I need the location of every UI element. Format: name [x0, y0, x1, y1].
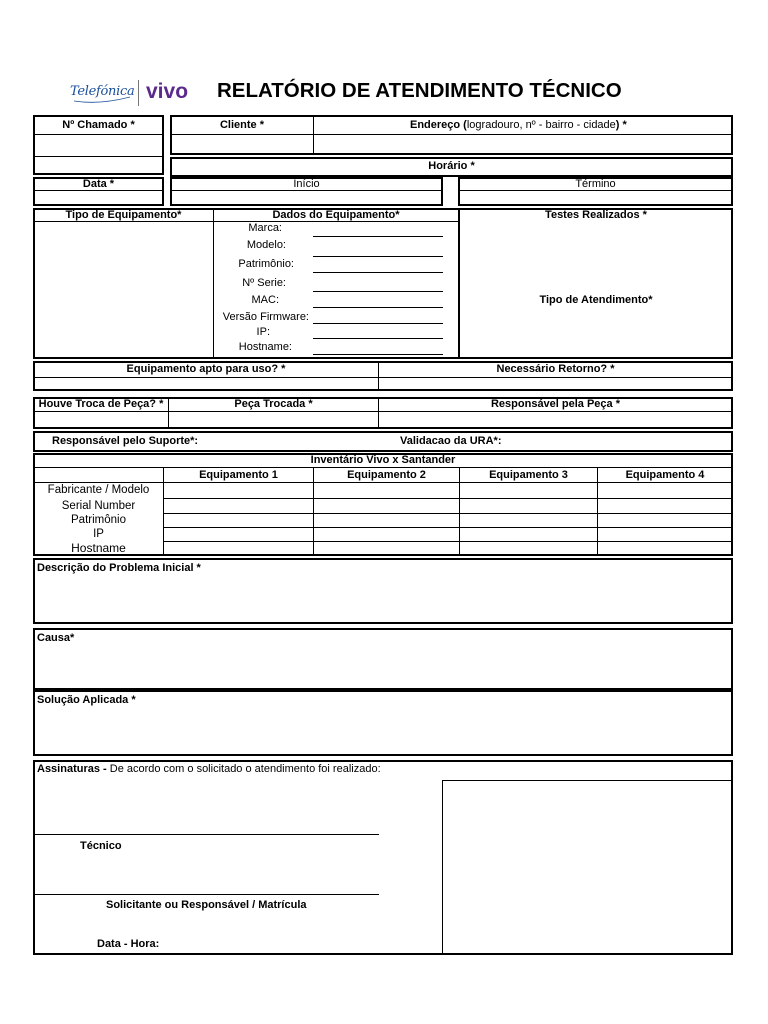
tecnico-label: Técnico: [80, 840, 122, 852]
field-patrimonio-line[interactable]: [313, 272, 443, 273]
causa-box[interactable]: [33, 628, 733, 690]
apto-uso-label: Equipamento apto para uso? *: [126, 363, 286, 375]
inv-row-label: Hostname: [71, 541, 126, 555]
endereco-input[interactable]: [315, 135, 731, 153]
dados-equipamento-label: Dados do Equipamento*: [272, 209, 400, 221]
solicitante-signature-line[interactable]: [35, 894, 379, 895]
endereco-label-part1: Endereço (: [410, 119, 467, 131]
troca-peca-label: Houve Troca de Peça? *: [38, 398, 164, 410]
endereco-label-part2: ) *: [615, 119, 627, 131]
equipamento-divider-2: [458, 209, 460, 358]
cliente-divider: [313, 116, 314, 154]
inv-line-title: [34, 467, 732, 468]
telefonica-logo-text: Telefónica: [70, 84, 135, 99]
data-input[interactable]: [35, 191, 162, 204]
inv-row-label: Patrimônio: [71, 514, 126, 526]
endereco-label-detail: logradouro, nº - bairro - cidade: [466, 119, 616, 131]
field-serie-label: Nº Serie:: [242, 277, 286, 289]
apto-uso-input[interactable]: [35, 378, 377, 389]
inv-line-row1: [163, 498, 732, 499]
necessario-retorno-label: Necessário Retorno? *: [496, 363, 615, 375]
field-ip-line[interactable]: [313, 338, 443, 339]
page-title: RELATÓRIO DE ATENDIMENTO TÉCNICO: [217, 79, 622, 102]
field-firmware-label: Versão Firmware:: [222, 311, 309, 323]
cliente-label: Cliente *: [219, 119, 264, 131]
chamado-label: Nº Chamado *: [62, 119, 135, 131]
inv-line-row3: [163, 527, 732, 528]
termino-label: Término: [575, 178, 616, 190]
field-ip-label: IP:: [256, 326, 270, 338]
stamp-box[interactable]: [442, 780, 733, 955]
chamado-input[interactable]: [35, 135, 162, 155]
field-marca-label: Marca:: [248, 222, 282, 234]
inicio-label: Início: [293, 178, 320, 190]
chamado-row-line: [34, 156, 163, 157]
inv-col-header: Equipamento 1: [199, 469, 278, 481]
field-mac-label: MAC:: [251, 294, 279, 306]
assinaturas-title-text: De acordo com o solicitado o atendimento foi realizado:: [109, 763, 381, 775]
field-hostname-line[interactable]: [313, 354, 443, 355]
inv-col-header: Equipamento 4: [625, 469, 705, 481]
data-hora-label: Data - Hora:: [97, 938, 160, 950]
inicio-input[interactable]: [172, 191, 441, 204]
causa-label: Causa*: [37, 632, 75, 644]
inv-row-label: Fabricante / Modelo: [47, 484, 150, 496]
inv-row-label: Serial Number: [61, 500, 136, 512]
necessario-retorno-input[interactable]: [380, 378, 731, 389]
validacao-ura-label: Validacao da URA*:: [400, 435, 502, 447]
field-serie-line[interactable]: [313, 291, 443, 292]
tipo-equipamento-input[interactable]: [35, 223, 211, 357]
tipo-atendimento-label: Tipo de Atendimento*: [539, 294, 653, 306]
peca-trocada-label: Peça Trocada *: [234, 398, 313, 410]
solucao-box[interactable]: [33, 690, 733, 756]
field-modelo-label: Modelo:: [246, 239, 286, 251]
endereco-label: [410, 119, 627, 132]
peca-trocada-input[interactable]: [170, 412, 377, 427]
tipo-equipamento-label: Tipo de Equipamento*: [65, 209, 182, 221]
inv-line-header: [34, 482, 732, 483]
inv-line-row2: [163, 513, 732, 514]
field-patrimonio-label: Patrimônio:: [238, 258, 294, 270]
inventario-title: Inventário Vivo x Santander: [310, 454, 456, 466]
descricao-label: Descrição do Problema Inicial *: [37, 562, 201, 574]
field-firmware-line[interactable]: [313, 323, 443, 324]
solicitante-label: Solicitante ou Responsável / Matrícula: [106, 899, 307, 911]
responsavel-peca-input[interactable]: [380, 412, 731, 427]
field-modelo-line[interactable]: [313, 256, 443, 257]
inv-col-header: Equipamento 3: [489, 469, 568, 481]
troca-peca-input[interactable]: [35, 412, 167, 427]
data-label: Data *: [82, 178, 115, 190]
logo-divider: [138, 80, 139, 106]
assinaturas-title-bold: Assinaturas -: [37, 763, 110, 775]
inv-line-row4: [163, 541, 732, 542]
telefonica-swoosh-icon: [70, 82, 135, 104]
inv-row-label: IP: [93, 528, 104, 540]
vivo-logo: vivo: [146, 80, 189, 103]
assinaturas-title: [37, 763, 381, 776]
tecnico-signature-line[interactable]: [35, 834, 379, 835]
responsavel-suporte-label: Responsável pelo Suporte*:: [52, 435, 199, 447]
solucao-label: Solução Aplicada *: [37, 694, 136, 706]
telefonica-logo: [70, 82, 135, 104]
cliente-input[interactable]: [172, 135, 312, 153]
field-mac-line[interactable]: [313, 307, 443, 308]
field-marca-line[interactable]: [313, 236, 443, 237]
responsavel-peca-label: Responsável pela Peça *: [490, 398, 620, 410]
horario-label: Horário *: [428, 160, 475, 172]
inv-col-header: Equipamento 2: [347, 469, 426, 481]
termino-input[interactable]: [460, 191, 731, 204]
testes-realizados-label: Testes Realizados *: [545, 209, 647, 221]
field-hostname-label: Hostname:: [238, 341, 292, 353]
